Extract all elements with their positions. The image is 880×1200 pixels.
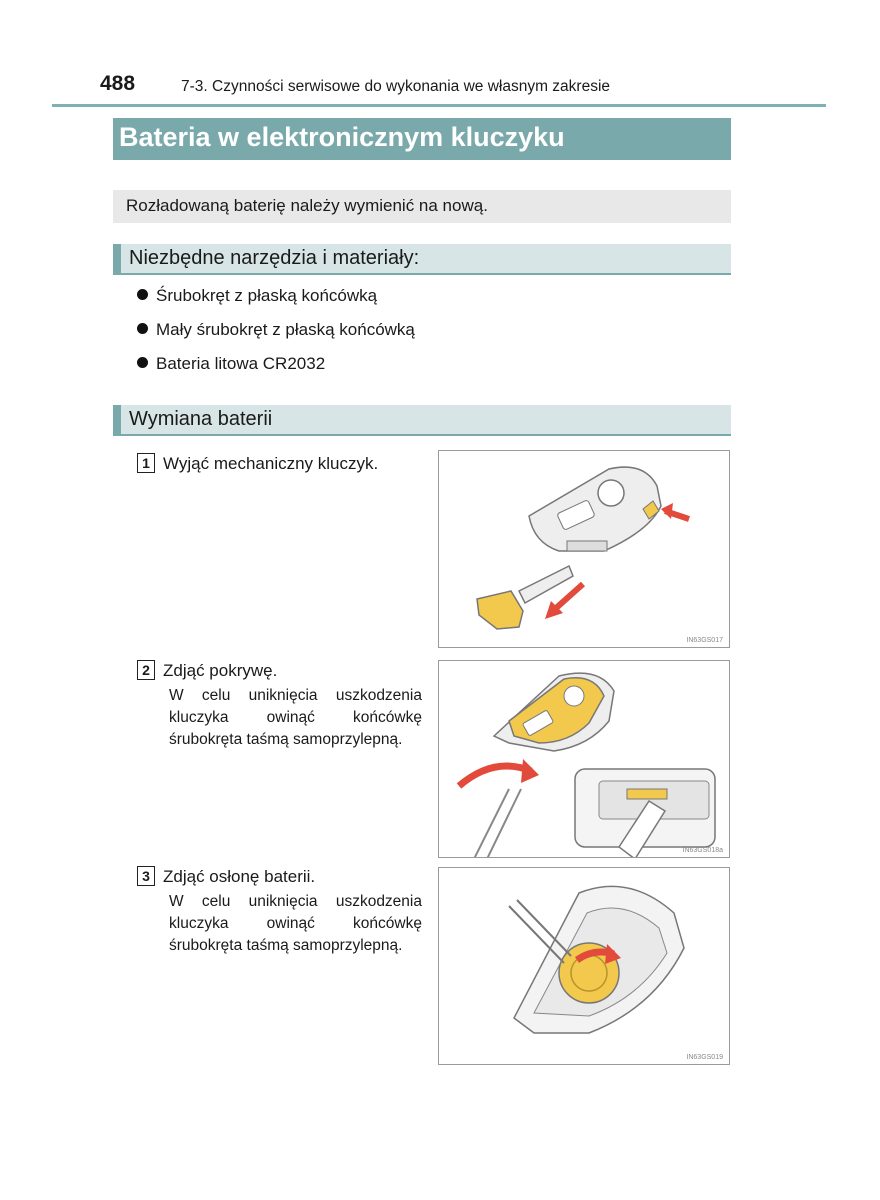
cover-illustration [439,661,730,858]
figure-code: IN63GS017 [686,637,723,644]
figure-code: IN63GS018a [682,847,723,854]
step-text: Zdjąć osłonę baterii. [163,867,316,886]
bullet-icon [137,357,148,368]
replace-section-header [113,405,731,436]
key-illustration [439,451,730,648]
step-2 [137,660,277,681]
list-item: Bateria litowa CR2032 [137,354,325,374]
page-title: Bateria w elektronicznym kluczyku [119,122,565,152]
step-1 [137,453,378,474]
tools-section-header [113,244,731,275]
figure-remove-cover [438,660,730,858]
step-number: 2 [137,660,155,680]
step-text: Zdjąć pokrywę. [163,661,278,680]
bullet-icon [137,323,148,334]
figure-remove-battery-cover [438,867,730,1065]
chapter-title: 7-3. Czynności serwisowe do wykonania we własnym zakresie [181,78,611,95]
list-item: Mały śrubokręt z płaską końcówką [137,320,415,340]
title-bar [113,118,731,160]
step-note: W celu uniknięcia uszkodzenia kluczyka owinąć końcówkę śrubokręta taśmą samoprzylepną. [169,687,422,748]
intro-text: Rozładowaną baterię należy wymienić na nową. [126,196,488,215]
figure-remove-key [438,450,730,648]
step-3 [137,866,315,887]
replace-heading: Wymiana baterii [129,408,273,430]
step-text: Wyjąć mechaniczny kluczyk. [163,454,379,473]
list-item: Śrubokręt z płaską końcówką [137,286,377,306]
step-number: 3 [137,866,155,886]
tools-heading: Niezbędne narzędzia i materiały: [129,247,420,269]
step-number: 1 [137,453,155,473]
battery-illustration [439,868,730,1065]
intro-box [113,190,731,223]
bullet-icon [137,289,148,300]
page-number: 488 [100,72,136,95]
figure-code: IN63GS019 [686,1054,723,1061]
step-note: W celu uniknięcia uszkodzenia kluczyka owinąć końcówkę śrubokręta taśmą samoprzylepną. [169,893,422,954]
